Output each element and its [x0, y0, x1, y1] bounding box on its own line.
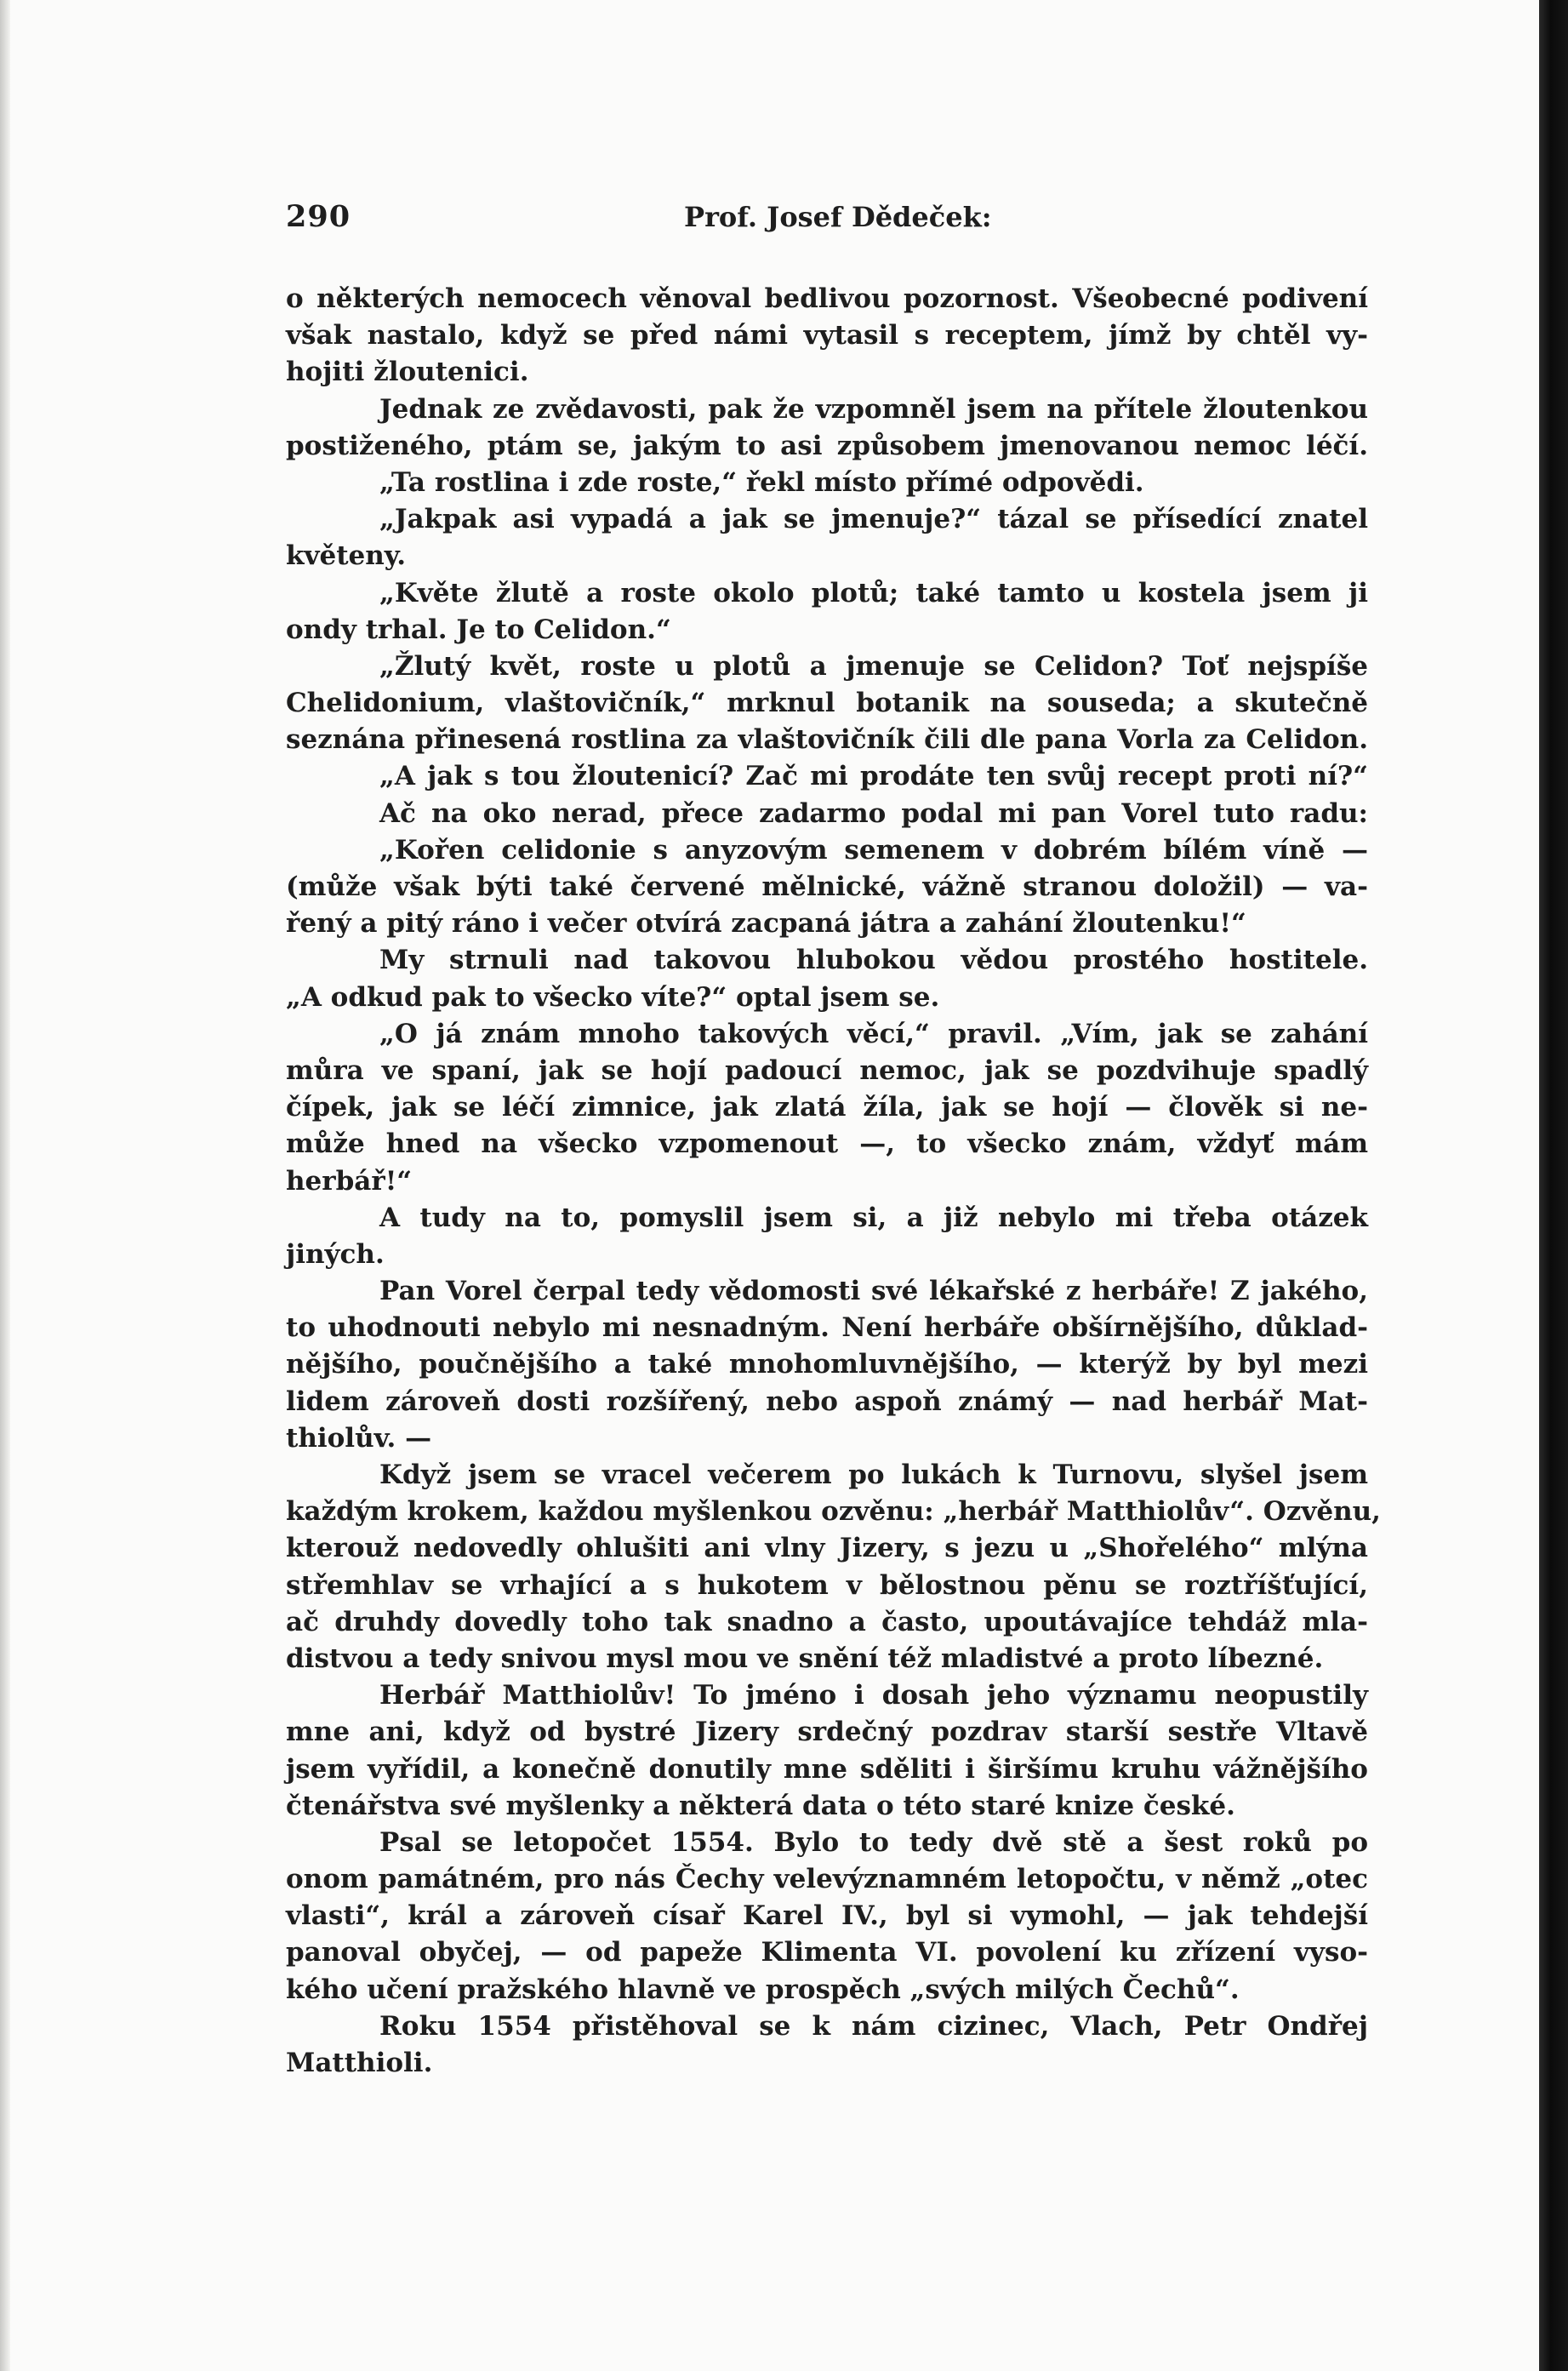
text-line: střemhlav se vrhající a s hukotem v bělostnou pěnu se roztříšťující,: [286, 1569, 1368, 1601]
text-line: „O já znám mnoho takových věcí,“ pravil. „Vím, jak se zahání: [379, 1018, 1368, 1049]
text-line: distvou a tedy snivou mysl mou ve snění též mladistvé a proto líbezné.: [286, 1643, 1324, 1674]
text-line: A tudy na to, pomyslil jsem si, a již nebylo mi třeba otázek: [379, 1202, 1368, 1233]
running-title: Prof. Josef Dědeček:: [684, 201, 992, 233]
text-line: „Jakpak asi vypadá a jak se jmenuje?“ tázal se přísedící znatel: [379, 504, 1368, 535]
text-line: čtenářstva své myšlenky a některá data o této staré knize české.: [286, 1790, 1235, 1821]
text-line: My strnuli nad takovou hlubokou vědou prostého hostitele.: [379, 945, 1368, 976]
text-line: „Ta rostlina i zde roste,“ řekl místo přímé odpovědi.: [379, 466, 1144, 498]
text-line: jsem vyřídil, a konečně donutily mne sděliti i širšímu kruhu vážnějšího: [286, 1753, 1368, 1785]
text-line: jiných.: [286, 1238, 385, 1270]
text-line: Chelidonium, vlaštovičník,“ mrknul botanik na souseda; a skutečně: [286, 688, 1368, 719]
text-line: Jednak ze zvědavosti, pak že vzpomněl jsem na přítele žloutenkou: [379, 393, 1368, 425]
text-line: řený a pitý ráno i večer otvírá zacpaná játra a zahání žloutenku!“: [286, 908, 1246, 940]
page-header: [286, 199, 1361, 250]
text-line: kého učení pražského hlavně ve prospěch „svých milých Čechů“.: [286, 1974, 1240, 2005]
text-line: onom památném, pro nás Čechy velevýznamném letopočtu, v němž „otec: [286, 1864, 1368, 1895]
text-line: ondy trhal. Je to Celidon.“: [286, 614, 671, 645]
text-line: květeny.: [286, 540, 407, 572]
text-line: Psal se letopočet 1554. Bylo to tedy dvě stě a šest roků po: [379, 1826, 1368, 1858]
body-text: [286, 281, 1381, 2082]
text-line: vlasti“, král a zároveň císař Karel IV., byl si vymohl, — jak tehdejší: [286, 1900, 1368, 1932]
text-line: však nastalo, když se před námi vytasil s receptem, jímž by chtěl vy-: [286, 320, 1368, 351]
text-line: panoval obyčej, — od papeže Klimenta VI. povolení ku zřízení vyso-: [286, 1937, 1368, 1968]
text-line: nějšího, poučnějšího a také mnohomluvnějšího, — kterýž by byl mezi: [286, 1349, 1368, 1380]
page-edge-left: [0, 0, 10, 2371]
text-line: hojiti žloutenici.: [286, 357, 529, 388]
text-line: postiženého, ptám se, jakým to asi způsobem jmenovanou nemoc léčí.: [286, 430, 1368, 461]
text-line: každým krokem, každou myšlenkou ozvěnu: „herbář Matthiolův“. Ozvěnu,: [286, 1496, 1381, 1528]
text-line: Ač na oko nerad, přece zadarmo podal mi pan Vorel tuto radu:: [379, 797, 1368, 829]
text-line: mne ani, když od bystré Jizery srdečný pozdrav starší sestře Vltavě: [286, 1717, 1368, 1748]
text-line: kterouž nedovedly ohlušiti ani vlny Jizery, s jezu u „Shořelého“ mlýna: [286, 1533, 1368, 1564]
text-line: „Květe žlutě a roste okolo plotů; také tamto u kostela jsem ji: [379, 577, 1368, 608]
text-line: „Žlutý květ, roste u plotů a jmenuje se Celidon? Toť nejspíše: [379, 650, 1368, 682]
text-line: Matthioli.: [286, 2048, 433, 2078]
text-line: čípek, jak se léčí zimnice, jak zlatá žíla, jak se hojí — člověk si ne-: [286, 1092, 1368, 1123]
text-line: „Kořen celidonie s anyzovým semenem v dobrém bílém víně —: [379, 834, 1368, 866]
text-line: (může však býti také červené mělnické, vážně stranou doložil) — va-: [286, 871, 1368, 902]
text-line: Roku 1554 přistěhoval se k nám cizinec, Vlach, Petr Ondřej: [379, 2010, 1368, 2042]
text-line: Když jsem se vracel večerem po lukách k Turnovu, slyšel jsem: [379, 1460, 1368, 1490]
text-line: to uhodnouti nebylo mi nesnadným. Není herbáře obšírnějšího, důklad-: [286, 1312, 1368, 1344]
text-line: můra ve spaní, jak se hojí padoucí nemoc, jak se pozdvihuje spadlý: [286, 1054, 1368, 1086]
text-line: o některých nemocech věnoval bedlivou pozornost. Všeobecné podivení: [286, 283, 1368, 314]
text-line: herbář!“: [286, 1165, 413, 1197]
text-line: ač druhdy dovedly toho tak snadno a často, upoutávajíce tehdáž mla-: [286, 1606, 1368, 1637]
text-line: Pan Vorel čerpal tedy vědomosti své lékařské z herbáře! Z jakého,: [379, 1276, 1368, 1307]
page-number: 290: [286, 199, 351, 234]
text-line: „A jak s tou žloutenicí? Zač mi prodáte ten svůj recept proti ní?“: [379, 761, 1368, 792]
text-line: Herbář Matthiolův! To jméno i dosah jeho významu neopustily: [379, 1680, 1368, 1711]
page-edge-right: [1539, 0, 1568, 2371]
text-line: thiolův. —: [286, 1422, 432, 1454]
text-line: „A odkud pak to všecko víte?“ optal jsem se.: [286, 981, 940, 1013]
text-line: lidem zároveň dosti rozšířený, nebo aspoň známý — nad herbář Mat-: [286, 1385, 1368, 1417]
text-line: seznána přinesená rostlina za vlaštovičník čili dle pana Vorla za Celidon.: [286, 724, 1368, 756]
text-line: může hned na všecko vzpomenout —, to všecko znám, vždyť mám: [286, 1128, 1368, 1160]
